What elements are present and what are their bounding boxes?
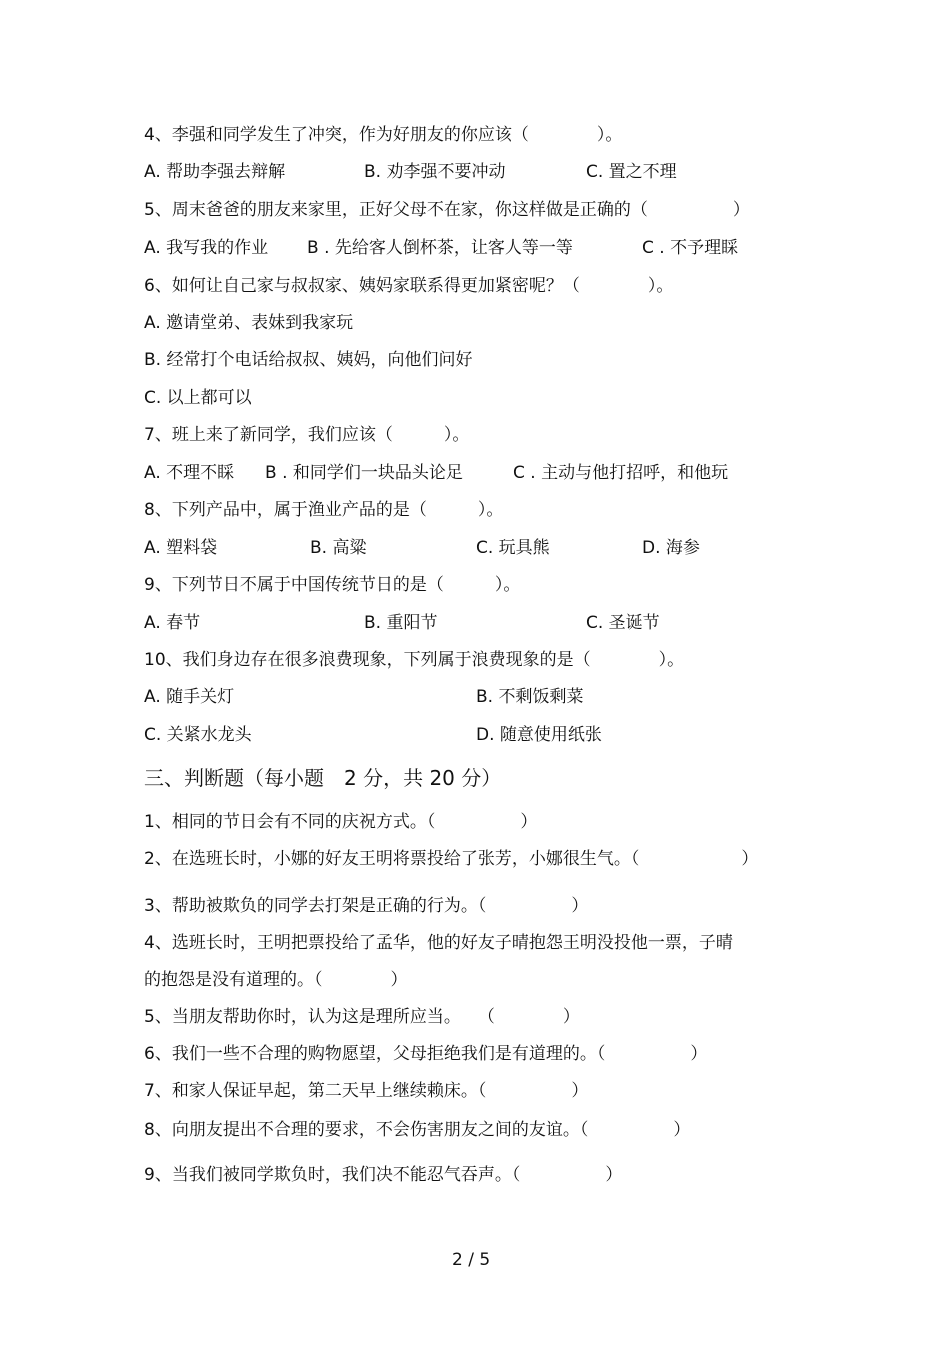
- judgment-item-1: 1、相同的节日会有不同的庆祝方式。（ ）: [144, 812, 538, 832]
- judgment-item-3: 3、帮助被欺负的同学去打架是正确的行为。（ ）: [144, 896, 589, 916]
- judgment-item-4-line-2: 的抱怨是没有道理的。（ ）: [144, 970, 408, 990]
- question-9-option-b: B. 重阳节: [364, 613, 438, 633]
- question-4-option-b: B. 劝李强不要冲动: [364, 162, 506, 182]
- question-7-option-c: C . 主动与他打招呼，和他玩: [513, 463, 729, 483]
- question-10-option-a: A. 随手关灯: [144, 687, 235, 707]
- judgment-item-7: 7、和家人保证早起，第二天早上继续赖床。（ ）: [144, 1081, 589, 1101]
- section-3-title: 三、判断题（每小题 2 分，共 20 分）: [144, 766, 502, 790]
- question-7-option-a: A. 不理不睬: [144, 463, 235, 483]
- question-5-option-b: B . 先给客人倒杯茶，让客人等一等: [307, 238, 573, 258]
- question-6-option-a: A. 邀请堂弟、表妹到我家玩: [144, 313, 354, 333]
- question-6-stem: 6、如何让自己家与叔叔家、姨妈家联系得更加紧密呢？（ ）。: [144, 276, 674, 296]
- question-5-option-c: C . 不予理睬: [642, 238, 739, 258]
- question-8-option-c: C. 玩具熊: [476, 538, 550, 558]
- question-5-option-a: A. 我写我的作业: [144, 238, 269, 258]
- question-8-option-d: D. 海参: [642, 538, 700, 558]
- question-10-option-c: C. 关紧水龙头: [144, 725, 252, 745]
- page-indicator: 2 / 5: [452, 1250, 491, 1270]
- question-8-stem: 8、下列产品中，属于渔业产品的是（ ）。: [144, 500, 504, 520]
- judgment-item-5: 5、当朋友帮助你时，认为这是理所应当。 （ ）: [144, 1007, 580, 1027]
- judgment-item-8: 8、向朋友提出不合理的要求，不会伤害朋友之间的友谊。（ ）: [144, 1120, 691, 1140]
- question-7-option-b: B . 和同学们一块品头论足: [265, 463, 463, 483]
- question-10-option-d: D. 随意使用纸张: [476, 725, 602, 745]
- question-8-option-b: B. 高粱: [310, 538, 367, 558]
- question-4-option-a: A. 帮助李强去辩解: [144, 162, 286, 182]
- question-8-option-a: A. 塑料袋: [144, 538, 218, 558]
- judgment-item-4-line-1: 4、选班长时，王明把票投给了孟华，他的好友子晴抱怨王明没投他一票，子晴: [144, 933, 733, 953]
- question-9-option-a: A. 春节: [144, 613, 201, 633]
- question-10-option-b: B. 不剩饭剩菜: [476, 687, 584, 707]
- question-7-stem: 7、班上来了新同学，我们应该（ ）。: [144, 425, 470, 445]
- question-10-stem: 10、我们身边存在很多浪费现象，下列属于浪费现象的是（ ）。: [144, 650, 685, 670]
- question-6-option-c: C. 以上都可以: [144, 388, 252, 408]
- question-6-option-b: B. 经常打个电话给叔叔、姨妈，向他们问好: [144, 350, 473, 370]
- judgment-item-6: 6、我们一些不合理的购物愿望，父母拒绝我们是有道理的。（ ）: [144, 1044, 708, 1064]
- question-4-stem: 4、李强和同学发生了冲突，作为好朋友的你应该（ ）。: [144, 125, 623, 145]
- judgment-item-2: 2、在选班长时，小娜的好友王明将票投给了张芳，小娜很生气。（ ）: [144, 849, 759, 869]
- question-5-stem: 5、周末爸爸的朋友来家里，正好父母不在家，你这样做是正确的（ ）: [144, 200, 750, 220]
- judgment-item-9: 9、当我们被同学欺负时，我们决不能忍气吞声。（ ）: [144, 1165, 623, 1185]
- question-4-option-c: C. 置之不理: [586, 162, 677, 182]
- question-9-option-c: C. 圣诞节: [586, 613, 660, 633]
- question-9-stem: 9、下列节日不属于中国传统节日的是（ ）。: [144, 575, 521, 595]
